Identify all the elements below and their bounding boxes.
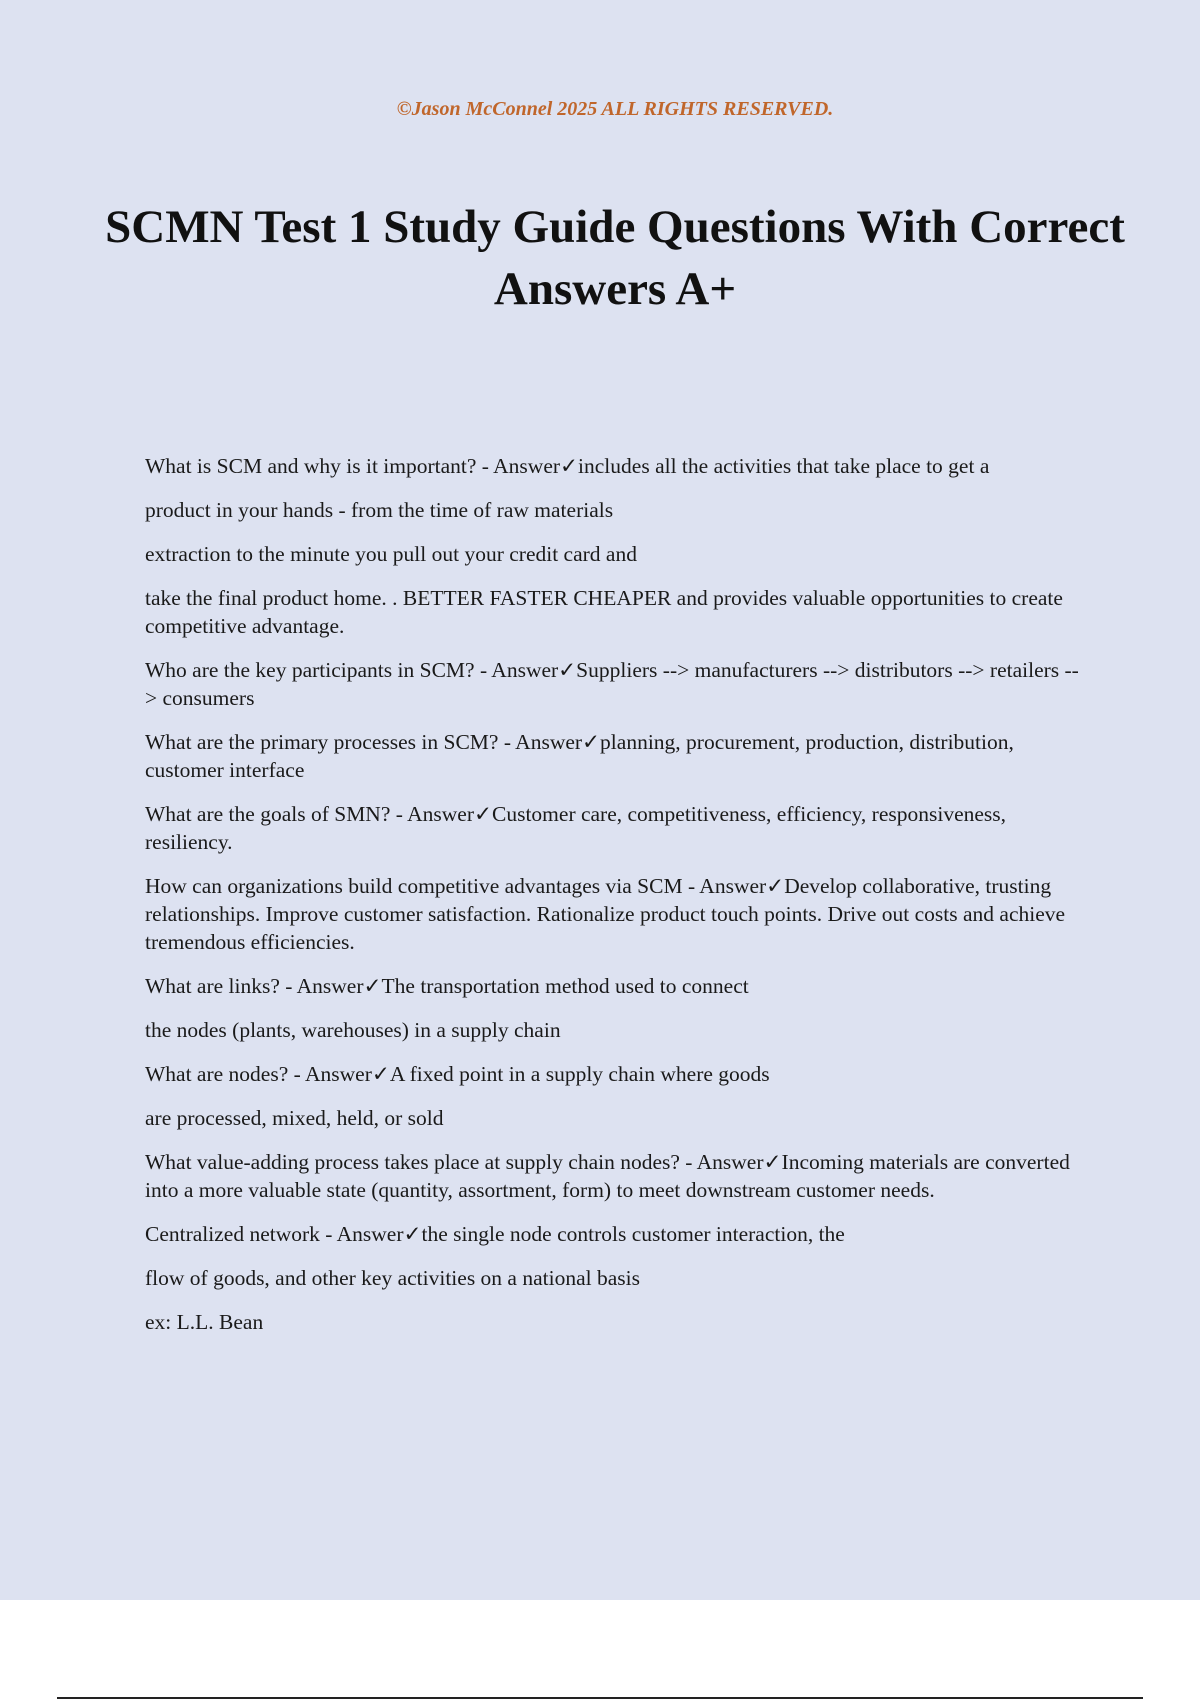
document-body xyxy=(145,452,1090,1352)
paragraph: What are the primary processes in SCM? - Answer✓planning, procurement, production, distribution, customer interface xyxy=(145,730,1014,782)
paragraph: Who are the key participants in SCM? - Answer✓Suppliers --> manufacturers --> distributors --> retailers --> consumers xyxy=(145,658,1079,710)
paragraph: How can organizations build competitive advantages via SCM - Answer✓Develop collaborative, trusting relationships. Improve customer satisfaction. Rationalize product touch points. Drive out costs and achieve tremendous efficiencies. xyxy=(145,874,1066,954)
paragraph: product in your hands - from the time of raw materials xyxy=(145,498,614,522)
paragraph: Centralized network - Answer✓the single node controls customer interaction, the xyxy=(145,1222,845,1246)
paragraph: flow of goods, and other key activities on a national basis xyxy=(145,1266,640,1290)
paragraph: What value-adding process takes place at supply chain nodes? - Answer✓Incoming materials are converted into a more valuable state (quantity, assortment, form) to meet downstream customer needs. xyxy=(145,1150,1070,1202)
paragraph: What are the goals of SMN? - Answer✓Customer care, competitiveness, efficiency, responsiveness, resiliency. xyxy=(145,802,1007,854)
paragraph: What are nodes? - Answer✓A fixed point in a supply chain where goods xyxy=(145,1062,770,1086)
paragraph: extraction to the minute you pull out your credit card and xyxy=(145,542,637,566)
paragraph: are processed, mixed, held, or sold xyxy=(145,1106,444,1130)
paragraph: ex: L.L. Bean xyxy=(145,1310,264,1334)
paragraph: What is SCM and why is it important? - Answer✓includes all the activities that take place to get a xyxy=(145,454,990,478)
document-title: SCMN Test 1 Study Guide Questions With Correct Answers A+ xyxy=(105,201,1125,315)
paragraph: What are links? - Answer✓The transportation method used to connect xyxy=(145,974,749,998)
paragraph: the nodes (plants, warehouses) in a supply chain xyxy=(145,1018,561,1042)
copyright-notice: ©Jason McConnel 2025 ALL RIGHTS RESERVED. xyxy=(396,98,834,120)
footer-divider xyxy=(57,1697,1143,1699)
paragraph: take the final product home. . BETTER FASTER CHEAPER and provides valuable opportunities to create competitive advantage. xyxy=(145,586,1063,638)
